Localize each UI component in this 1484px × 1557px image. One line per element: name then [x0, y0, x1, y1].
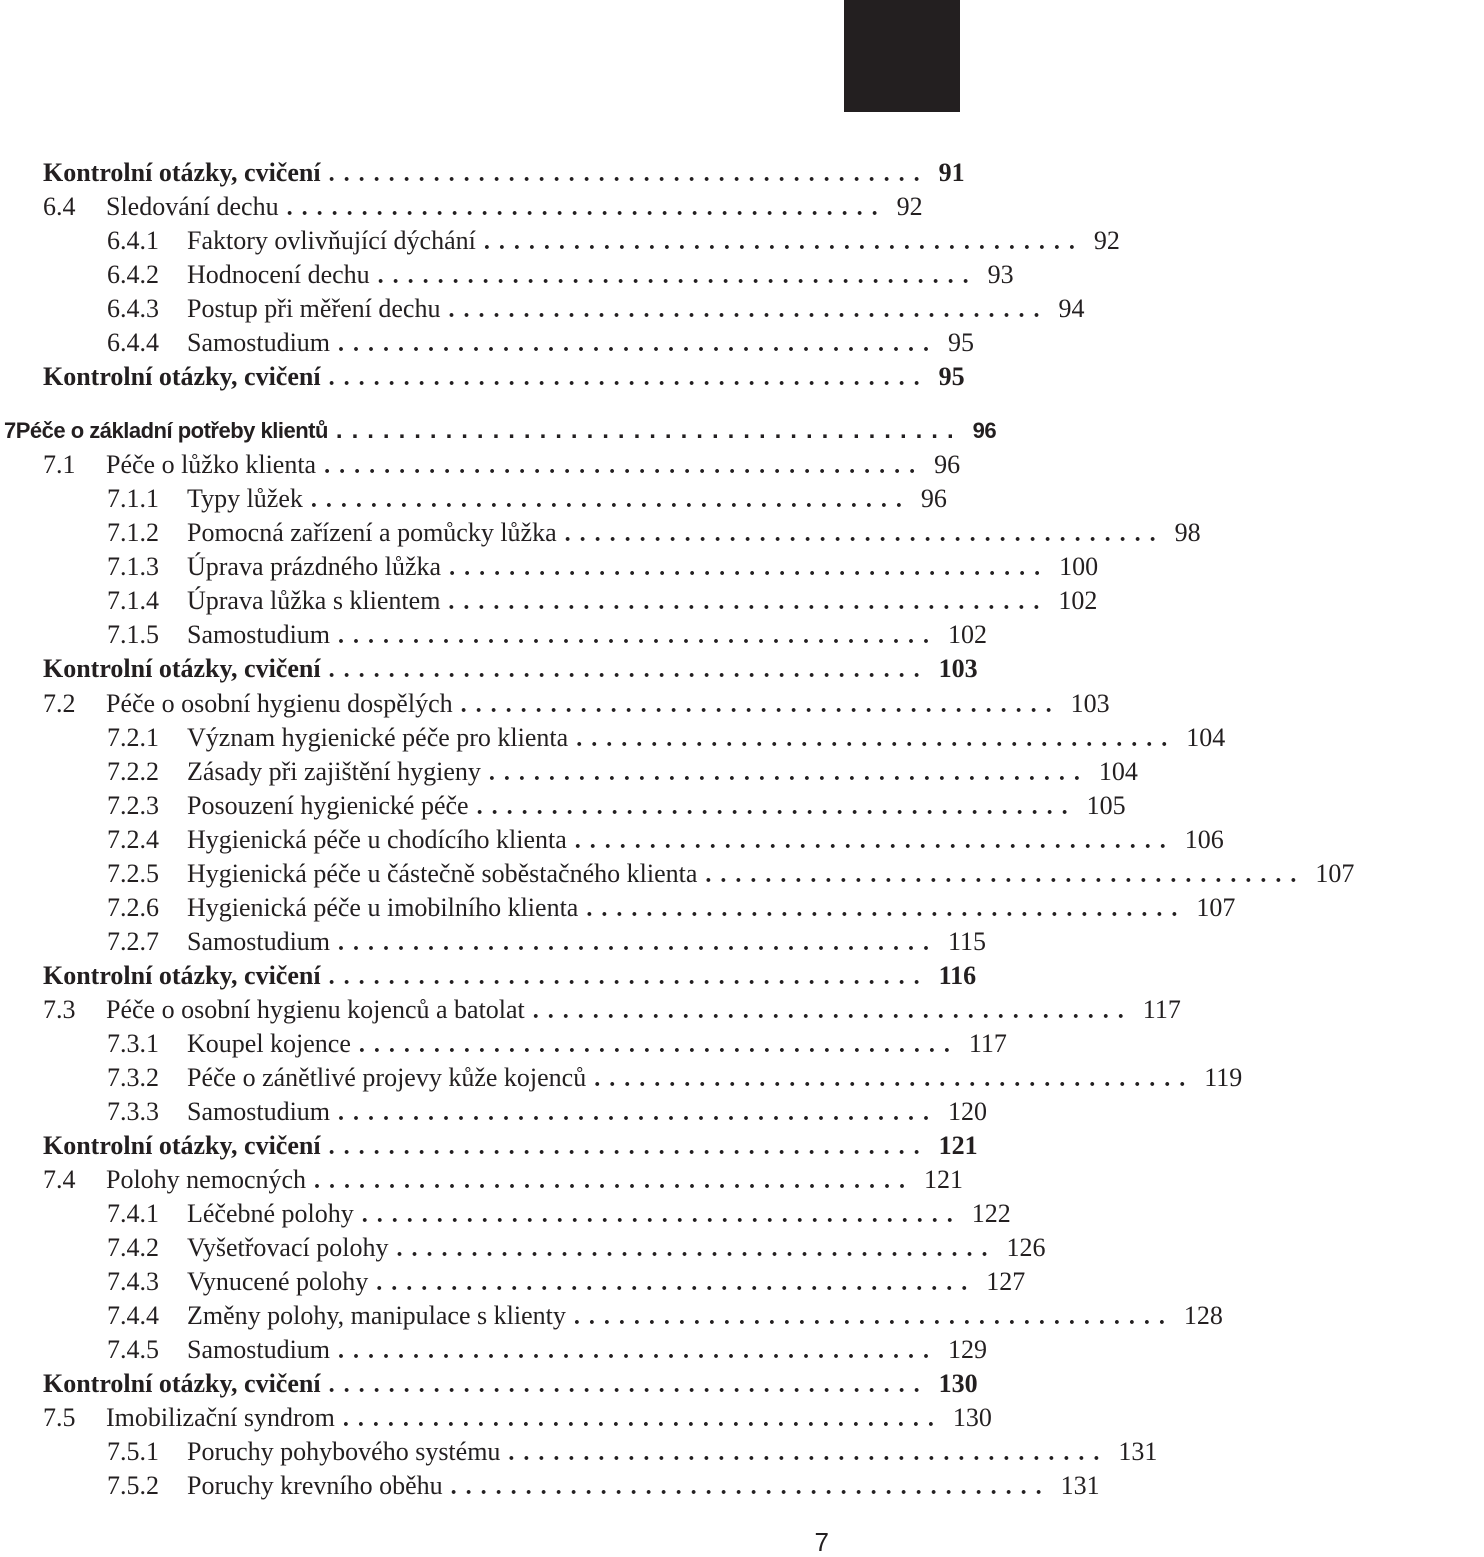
toc-entry[interactable] — [0, 1231, 1046, 1265]
dot-leader: ........................................ — [358, 1032, 959, 1058]
toc-section-number: 7.1 — [43, 450, 76, 479]
dot-leader: ........................................ — [508, 1440, 1109, 1466]
toc-title: Hodnocení dechu — [187, 260, 370, 289]
toc-section-number: 7.3 — [43, 995, 76, 1024]
toc-section-number: 7.5.2 — [107, 1471, 159, 1500]
toc-section-number: 7.4.1 — [107, 1199, 159, 1228]
dot-leader: ........................................ — [483, 229, 1084, 255]
toc-entry[interactable] — [0, 823, 1224, 857]
dot-leader: ........................................ — [324, 453, 925, 479]
toc-page-number: 104 — [1186, 723, 1226, 752]
toc-section-number: 7.2.2 — [107, 757, 159, 786]
dot-leader: ........................................ — [448, 297, 1049, 323]
toc-title: Úprava prázdného lůžka — [187, 552, 442, 581]
dot-leader: ........................................ — [338, 623, 939, 649]
toc-page-number: 122 — [971, 1199, 1011, 1228]
toc-entry[interactable] — [0, 292, 1085, 326]
toc-section-number: 7.1.3 — [107, 552, 159, 581]
dot-leader: ........................................ — [573, 1304, 1174, 1330]
toc-page-number: 129 — [948, 1335, 988, 1364]
toc-section-number: 7.2 — [43, 689, 76, 718]
dot-leader: ........................................ — [328, 161, 929, 187]
toc-section-number: 7.4 — [43, 1165, 76, 1194]
toc-review-entry[interactable] — [0, 360, 965, 394]
toc-title: Samostudium — [187, 1335, 331, 1364]
dot-leader: ........................................ — [532, 998, 1133, 1024]
toc-entry[interactable] — [0, 1095, 988, 1129]
toc-review-entry[interactable] — [0, 1367, 978, 1401]
toc-page-number: 120 — [948, 1097, 988, 1126]
toc-entry[interactable] — [0, 516, 1201, 550]
toc-page-number: 117 — [968, 1029, 1007, 1058]
toc-page-number: 94 — [1058, 294, 1085, 323]
toc-section-number: 6.4.4 — [107, 328, 159, 357]
dot-leader: ........................................ — [476, 794, 1077, 820]
dot-leader: ........................................ — [705, 862, 1306, 888]
toc-title: Typy lůžek — [187, 484, 303, 513]
toc-section-number: 6.4.2 — [107, 260, 159, 289]
toc-title: Význam hygienické péče pro klienta — [187, 723, 569, 752]
toc-entry[interactable] — [0, 993, 1181, 1027]
toc-page-number: 131 — [1118, 1437, 1158, 1466]
dot-leader: ........................................ — [576, 726, 1177, 752]
page-number: 7 — [814, 1527, 829, 1557]
toc-entry[interactable] — [0, 1401, 992, 1435]
dot-leader: ........................................ — [328, 365, 929, 391]
toc-title: Poruchy krevního oběhu — [187, 1471, 443, 1500]
toc-chapter-number: 7 — [4, 418, 16, 443]
toc-section-number: 7.5 — [43, 1403, 76, 1432]
toc-title: Pomocná zařízení a pomůcky lůžka — [187, 518, 557, 547]
toc-page-number: 98 — [1174, 518, 1201, 547]
toc-page-number: 116 — [938, 961, 977, 990]
toc-page-number: 93 — [987, 260, 1014, 289]
toc-page-number: 91 — [938, 158, 965, 187]
toc-title: Péče o základní potřeby klientů — [15, 418, 328, 443]
dot-leader: ........................................ — [574, 828, 1175, 854]
toc-title: Posouzení hygienické péče — [187, 791, 469, 820]
toc-section-number: 7.1.1 — [107, 484, 159, 513]
toc-page-number: 106 — [1184, 825, 1224, 854]
toc-title: Péče o lůžko klienta — [106, 450, 317, 479]
toc-title: Hygienická péče u chodícího klienta — [187, 825, 567, 854]
toc-title: Kontrolní otázky, cvičení — [43, 362, 321, 391]
toc-title: Zásady při zajištění hygieny — [187, 757, 481, 786]
toc-entry[interactable] — [0, 857, 1355, 891]
toc-page-number: 115 — [948, 927, 987, 956]
toc-section-number: 7.1.2 — [107, 518, 159, 547]
toc-entry[interactable] — [0, 258, 1014, 292]
toc-page-number: 103 — [1070, 689, 1110, 718]
toc-section-number: 7.2.3 — [107, 791, 159, 820]
toc-title: Polohy nemocných — [106, 1165, 307, 1194]
toc-title: Samostudium — [187, 927, 331, 956]
toc-entry[interactable] — [0, 1061, 1243, 1095]
toc-entry[interactable] — [0, 755, 1138, 789]
toc-page-number: 102 — [1058, 586, 1098, 615]
toc-title: Změny polohy, manipulace s klienty — [187, 1301, 566, 1330]
toc-title: Kontrolní otázky, cvičení — [43, 961, 321, 990]
toc-title: Kontrolní otázky, cvičení — [43, 654, 321, 683]
toc-page-number: 96 — [934, 450, 961, 479]
toc-chapter-entry[interactable] — [0, 414, 997, 448]
toc-page-number: 119 — [1204, 1063, 1243, 1092]
dot-leader: ........................................ — [450, 1474, 1051, 1500]
toc-page-number: 92 — [1093, 226, 1120, 255]
dot-leader: ........................................ — [338, 1100, 939, 1126]
dot-leader: ........................................ — [314, 1168, 915, 1194]
toc-page-number: 121 — [938, 1131, 978, 1160]
toc-review-entry[interactable] — [0, 652, 978, 686]
toc-page-number: 126 — [1006, 1233, 1046, 1262]
toc-title: Postup při měření dechu — [187, 294, 441, 323]
dot-leader: ........................................ — [328, 657, 929, 683]
toc-title: Sledování dechu — [106, 192, 279, 221]
toc-title: Péče o zánětlivé projevy kůže kojenců — [187, 1063, 587, 1092]
toc-entry[interactable] — [0, 618, 988, 652]
toc-entry[interactable] — [0, 1299, 1223, 1333]
toc-entry[interactable] — [0, 224, 1120, 258]
toc-section-number: 7.5.1 — [107, 1437, 159, 1466]
toc-section-number: 7.1.5 — [107, 620, 159, 649]
toc-section-number: 7.4.4 — [107, 1301, 159, 1330]
toc-entry[interactable] — [0, 482, 960, 516]
toc-page-number: 121 — [924, 1165, 964, 1194]
toc-title: Kontrolní otázky, cvičení — [43, 1131, 321, 1160]
dot-leader: ........................................ — [342, 1406, 943, 1432]
toc-title: Samostudium — [187, 328, 331, 357]
dot-leader: ........................................ — [328, 964, 929, 990]
toc-section-number: 7.3.2 — [107, 1063, 159, 1092]
toc-entry[interactable] — [0, 687, 1110, 721]
toc-page-number: 130 — [952, 1403, 992, 1432]
toc-title: Faktory ovlivňující dýchání — [187, 226, 476, 255]
toc-review-entry[interactable] — [0, 156, 965, 190]
dot-leader: ........................................ — [338, 331, 939, 357]
toc-section-number: 7.2.7 — [107, 927, 159, 956]
toc-section-number: 6.4 — [43, 192, 76, 221]
dot-leader: ........................................ — [361, 1202, 962, 1228]
toc-page-number: 131 — [1060, 1471, 1100, 1500]
toc-page-number: 130 — [938, 1369, 978, 1398]
chapter-edge-tab — [844, 0, 960, 112]
toc-title: Léčebné polohy — [187, 1199, 354, 1228]
toc-entry[interactable] — [0, 925, 987, 959]
toc-section-number: 6.4.1 — [107, 226, 159, 255]
toc-page-number: 95 — [948, 328, 975, 357]
toc-title: Hygienická péče u částečně soběstačného klienta — [187, 859, 698, 888]
toc-title: Péče o osobní hygienu dospělých — [106, 689, 453, 718]
toc-entry[interactable] — [0, 1435, 1158, 1469]
toc-title: Samostudium — [187, 1097, 331, 1126]
toc-page-number: 92 — [896, 192, 923, 221]
toc-section-number: 7.4.5 — [107, 1335, 159, 1364]
toc-section-number: 7.1.4 — [107, 586, 159, 615]
toc-section-number: 7.3.3 — [107, 1097, 159, 1126]
toc-title: Koupel kojence — [187, 1029, 351, 1058]
toc-entry[interactable] — [0, 326, 975, 360]
dot-leader: ........................................ — [335, 417, 963, 444]
dot-leader: ........................................ — [460, 692, 1061, 718]
toc-title: Samostudium — [187, 620, 331, 649]
toc-entry[interactable] — [0, 1333, 988, 1367]
toc-page-number: 102 — [948, 620, 988, 649]
toc-entry[interactable] — [0, 1027, 1007, 1061]
toc-page-number: 105 — [1086, 791, 1126, 820]
dot-leader: ........................................ — [449, 555, 1050, 581]
toc-entry[interactable] — [0, 891, 1236, 925]
toc-title: Vynucené polohy — [187, 1267, 369, 1296]
dot-leader: ........................................ — [338, 930, 939, 956]
dot-leader: ........................................ — [328, 1372, 929, 1398]
toc-title: Kontrolní otázky, cvičení — [43, 158, 321, 187]
toc-page-number: 128 — [1183, 1301, 1223, 1330]
toc-entry[interactable] — [0, 1469, 1100, 1503]
toc-page-number: 96 — [920, 484, 947, 513]
dot-leader: ........................................ — [594, 1066, 1195, 1092]
toc-entry[interactable] — [0, 1197, 1011, 1231]
dot-leader: ........................................ — [564, 521, 1165, 547]
toc-entry[interactable] — [0, 448, 960, 482]
toc-section-number: 7.2.6 — [107, 893, 159, 922]
toc-title: Péče o osobní hygienu kojenců a batolat — [106, 995, 525, 1024]
toc-title: Vyšetřovací polohy — [187, 1233, 389, 1262]
dot-leader: ........................................ — [376, 1270, 977, 1296]
toc-title: Imobilizační syndrom — [106, 1403, 335, 1432]
toc-entry[interactable] — [0, 550, 1099, 584]
dot-leader: ........................................ — [448, 589, 1049, 615]
dot-leader: ........................................ — [586, 896, 1187, 922]
toc-title: Poruchy pohybového systému — [187, 1437, 501, 1466]
toc-section-number: 7.2.5 — [107, 859, 159, 888]
toc-section-number: 7.4.3 — [107, 1267, 159, 1296]
toc-page-number: 104 — [1098, 757, 1138, 786]
toc-page-number: 107 — [1315, 859, 1355, 888]
dot-leader: ........................................ — [377, 263, 978, 289]
toc-entry[interactable] — [0, 789, 1126, 823]
dot-leader: ........................................ — [338, 1338, 939, 1364]
toc-page-number: 96 — [972, 418, 997, 443]
dot-leader: ........................................ — [310, 487, 911, 513]
toc-title: Kontrolní otázky, cvičení — [43, 1369, 321, 1398]
toc-page-number: 127 — [986, 1267, 1026, 1296]
toc-section-number: 7.3.1 — [107, 1029, 159, 1058]
toc-page-number: 100 — [1059, 552, 1099, 581]
toc-section-number: 7.4.2 — [107, 1233, 159, 1262]
toc-page-number: 95 — [938, 362, 965, 391]
toc-page-number: 107 — [1196, 893, 1236, 922]
dot-leader: ........................................ — [488, 760, 1089, 786]
dot-leader: ........................................ — [396, 1236, 997, 1262]
toc-review-entry[interactable] — [0, 1129, 978, 1163]
toc-section-number: 7.2.1 — [107, 723, 159, 752]
toc-review-entry[interactable] — [0, 959, 977, 993]
toc-entry[interactable] — [0, 584, 1098, 618]
toc-entry[interactable] — [0, 1265, 1026, 1299]
toc-title: Hygienická péče u imobilního klienta — [187, 893, 579, 922]
toc-title: Úprava lůžka s klientem — [187, 586, 441, 615]
toc-page-number: 103 — [938, 654, 978, 683]
dot-leader: ........................................ — [286, 195, 887, 221]
toc-page-number: 117 — [1142, 995, 1181, 1024]
toc-entry[interactable] — [0, 1163, 964, 1197]
toc-section-number: 6.4.3 — [107, 294, 159, 323]
toc-section-number: 7.2.4 — [107, 825, 159, 854]
toc-entry[interactable] — [0, 721, 1226, 755]
dot-leader: ........................................ — [328, 1134, 929, 1160]
toc-entry[interactable] — [0, 190, 960, 224]
